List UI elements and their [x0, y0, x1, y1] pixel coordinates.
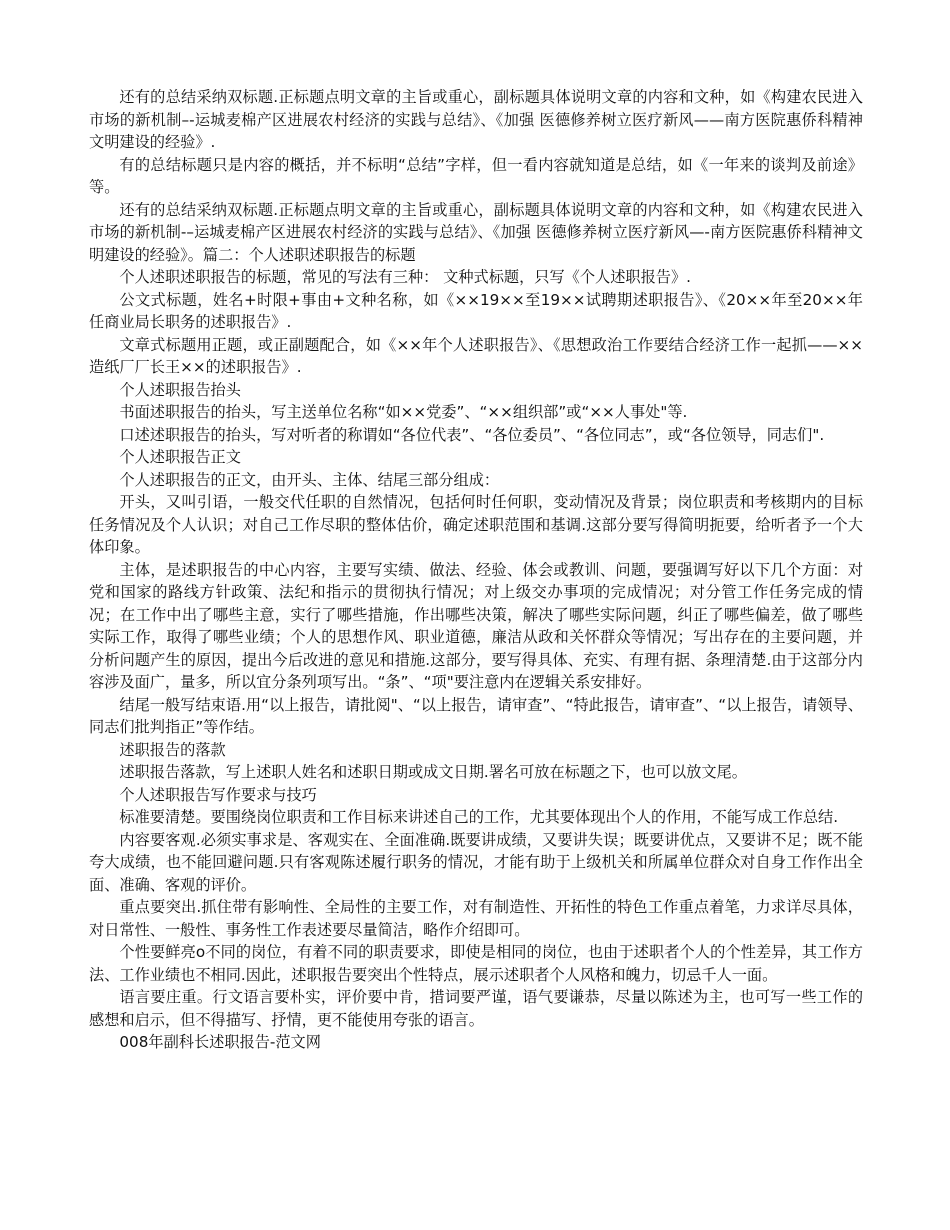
paragraph: 还有的总结采纳双标题.正标题点明文章的主旨或重心，副标题具体说明文章的内容和文种，如《构建农民进入市场的新机制-–运城麦棉产区进展农村经济的实践与总结》、《加强 医德修养树立医疗新风—-南方医院惠侨科精神文明建设的经验》。篇二：个人述职述职报告的标题 — [89, 200, 863, 264]
paragraph: 文章式标题用正题，或正副题配合，如《××年个人述职报告》、《思想政治工作要结合经济工作一起抓——××造纸厂厂长王××的述职报告》. — [89, 335, 863, 376]
paragraph: 还有的总结采纳双标题.正标题点明文章的主旨或重心，副标题具体说明文章的内容和文种，如《构建农民进入市场的新机制–-运城麦棉产区进展农村经济的实践与总结》、《加强 医德修养树立医疗新风——南方医院惠侨科精神文明建设的经验》. — [89, 88, 863, 151]
section-heading: 个人述职报告抬头 — [119, 380, 241, 399]
paragraph: 个人述职述职报告的标题，常见的写法有三种： 文种式标题，只写《个人述职报告》. — [119, 268, 691, 286]
paragraph: 公文式标题，姓名+时限+事由+文种名称，如《××19××至19××试聘期述职报告》、《20××年至20××年任商业局长职务的述职报告》. — [89, 290, 863, 331]
paragraph: 重点要突出.抓住带有影响性、全局性的主要工作，对有制造性、开拓性的特色工作重点着笔，力求详尽具体，对日常性、一般性、事务性工作表述要尽量简洁，略作介绍即可。 — [89, 898, 863, 939]
paragraph: 口述述职报告的抬头，写对听者的称谓如“各位代表”、“各位委员”、“各位同志”，或“各位领导，同志们". — [119, 425, 825, 444]
paragraph: 有的总结标题只是内容的概括，并不标明“总结”字样，但一看内容就知道是总结，如《一年来的谈判及前途》等。 — [89, 155, 863, 196]
document-page — [89, 86, 863, 1054]
paragraph: 主体，是述职报告的中心内容，主要写实绩、做法、经验、体会或教训、问题，要强调写好以下几个方面：对党和国家的路线方针政策、法纪和指示的贯彻执行情况；对上级交办事项的完成情况；对分管工作任务完成的情况；在工作中出了哪些主意，实行了哪些措施，作出哪些决策，解决了哪些实际问题，纠正了哪些偏差，做了哪些实际工作，取得了哪些业绩；个人的思想作风、职业道德，廉洁从政和关怀群众等情况；写出存在的主要问题，并分析问题产生的原因，提出今后改进的意见和措施.这部分，要写得具体、充实、有理有据、条理清楚.由于这部分内容涉及面广，量多，所以宜分条列项写出。“条”、“项"要注意内在逻辑关系安排好。 — [89, 560, 863, 691]
paragraph: 语言要庄重。行文语言要朴实，评价要中肯，措词要严谨，语气要谦恭，尽量以陈述为主，也可写一些工作的感想和启示，但不得描写、抒情，更不能使用夸张的语言。 — [89, 988, 863, 1029]
paragraph: 个性要鲜亮o不同的岗位，有着不同的职责要求，即使是相同的岗位，也由于述职者个人的个性差异，其工作方法、工作业绩也不相同.因此，述职报告要突出个性特点，展示述职者个人风格和魄力，切忌千人一面。 — [89, 943, 863, 984]
paragraph: 个人述职报告的正文，由开头、主体、结尾三部分组成： — [119, 470, 500, 489]
section-heading: 个人述职报告写作要求与技巧 — [119, 785, 317, 804]
paragraph: 标准要清楚。要围绕岗位职责和工作目标来讲述自己的工作，尤其要体现出个人的作用，不能写成工作总结. — [119, 808, 839, 826]
paragraph: 书面述职报告的抬头，写主送单位名称“如××党委”、“××组织部”或“××人事处"等. — [119, 403, 688, 421]
paragraph: 述职报告落款，写上述职人姓名和述职日期或成文日期.署名可放在标题之下，也可以放文尾。 — [119, 763, 747, 781]
paragraph: 结尾一般写结束语.用“以上报告，请批阅"、“以上报告，请审查”、“特此报告，请审查”、“以上报告，请领导、同志们批判指正”等作结。 — [89, 695, 863, 736]
footer-source-line: 008年副科长述职报告-范文网 — [119, 1033, 321, 1051]
paragraph: 开头，又叫引语，一般交代任职的自然情况，包括何时任何职，变动情况及背景；岗位职责和考核期内的目标任务情况及个人认识；对自己工作尽职的整体估价，确定述职范围和基调.这部分要写得简明扼要，给听者予一个大体印象。 — [89, 493, 863, 556]
paragraph: 内容要客观.必须实事求是、客观实在、全面准确.既要讲成绩，又要讲失误；既要讲优点，又要讲不足；既不能夸大成绩，也不能回避问题.只有客观陈述履行职务的情况，才能有助于上级机关和所属单位群众对自身工作作出全面、准确、客观的评价。 — [89, 830, 863, 894]
section-heading: 述职报告的落款 — [119, 740, 226, 759]
section-heading: 个人述职报告正文 — [119, 448, 241, 466]
